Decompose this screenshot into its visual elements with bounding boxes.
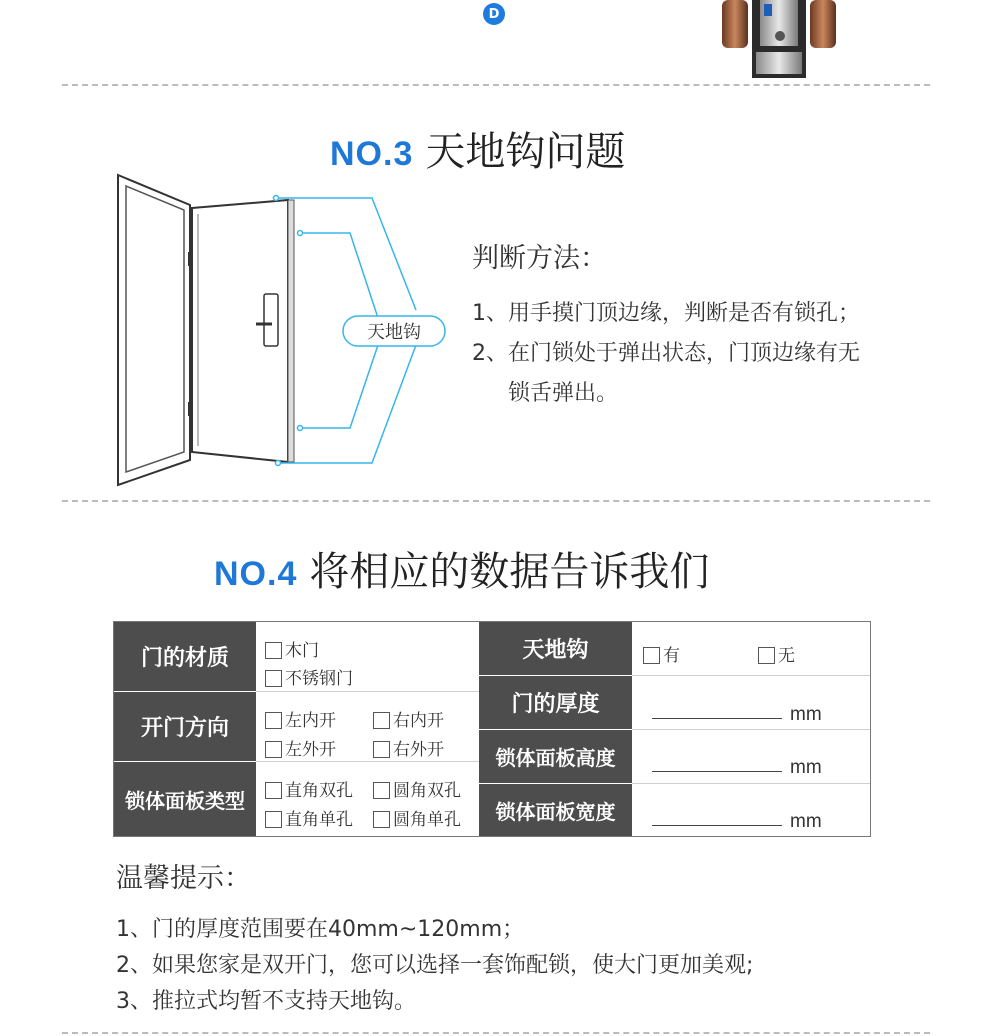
label-panel-width: 锁体面板宽度 <box>479 784 632 836</box>
tip-line-2: 2、如果您家是双开门，您可以选择一套饰配锁，使大门更加美观; <box>116 953 754 978</box>
method-title: 判断方法： <box>472 243 607 274</box>
option-round-double[interactable]: 圆角双孔 <box>373 776 461 801</box>
lock-body-photo <box>720 0 838 78</box>
width-unit: mm <box>790 811 822 832</box>
option-square-double[interactable]: 直角双孔 <box>265 776 353 801</box>
checkbox[interactable] <box>373 712 390 729</box>
option-hook-no[interactable]: 无 <box>758 641 795 666</box>
callout-label: 天地钩 <box>367 322 421 343</box>
tip-line-1: 1、门的厚度范围要在40mm~120mm； <box>116 917 525 942</box>
section4-title: 将相应的数据告诉我们 <box>309 549 710 595</box>
checkbox[interactable] <box>758 647 775 664</box>
method-line-3: 锁舌弹出。 <box>508 381 619 406</box>
tip-line-3: 3、推拉式均暂不支持天地钩。 <box>116 989 416 1014</box>
section3-number: NO.3 <box>330 135 414 173</box>
door-diagram <box>110 170 450 490</box>
letter-d-badge: D <box>483 3 505 25</box>
option-left-outward[interactable]: 左外开 <box>265 735 336 760</box>
option-square-single[interactable]: 直角单孔 <box>265 805 353 830</box>
row-divider <box>632 675 870 676</box>
checkbox[interactable] <box>373 782 390 799</box>
row-divider <box>632 783 870 784</box>
label-door-material: 门的材质 <box>114 622 256 692</box>
width-blank[interactable] <box>652 825 782 826</box>
section4-heading <box>214 540 709 597</box>
checkbox[interactable] <box>265 741 282 758</box>
checkbox[interactable] <box>265 642 282 659</box>
checkbox[interactable] <box>265 811 282 828</box>
label-open-direction: 开门方向 <box>114 692 256 762</box>
height-blank[interactable] <box>652 771 782 772</box>
section4-number: NO.4 <box>214 555 298 593</box>
option-right-inward[interactable]: 右内开 <box>373 706 444 731</box>
option-left-inward[interactable]: 左内开 <box>265 706 336 731</box>
row-divider <box>632 729 870 730</box>
divider <box>62 500 930 502</box>
tips-title: 温馨提示： <box>116 863 251 894</box>
option-steel-door[interactable]: 不锈钢门 <box>265 664 353 689</box>
checkbox[interactable] <box>265 670 282 687</box>
label-hook: 天地钩 <box>479 622 632 676</box>
method-line-2: 2、在门锁处于弹出状态，门顶边缘有无 <box>472 341 860 366</box>
option-hook-yes[interactable]: 有 <box>643 641 680 666</box>
thickness-blank[interactable] <box>652 718 782 719</box>
label-panel-height: 锁体面板高度 <box>479 730 632 784</box>
option-right-outward[interactable]: 右外开 <box>373 735 444 760</box>
thickness-unit: mm <box>790 704 822 725</box>
row-divider <box>256 691 479 692</box>
label-panel-type: 锁体面板类型 <box>114 762 256 836</box>
option-wood-door[interactable]: 木门 <box>265 636 319 661</box>
height-unit: mm <box>790 757 822 778</box>
checkbox[interactable] <box>265 712 282 729</box>
section3-heading <box>330 120 625 177</box>
option-round-single[interactable]: 圆角单孔 <box>373 805 461 830</box>
label-door-thickness: 门的厚度 <box>479 676 632 730</box>
checkbox[interactable] <box>643 647 660 664</box>
divider <box>62 1032 930 1034</box>
section3-title: 天地钩问题 <box>425 129 626 175</box>
info-form-table <box>113 621 871 837</box>
row-divider <box>256 761 479 762</box>
checkbox[interactable] <box>265 782 282 799</box>
checkbox[interactable] <box>373 741 390 758</box>
divider <box>62 84 930 86</box>
checkbox[interactable] <box>373 811 390 828</box>
method-line-1: 1、用手摸门顶边缘，判断是否有锁孔； <box>472 301 860 326</box>
